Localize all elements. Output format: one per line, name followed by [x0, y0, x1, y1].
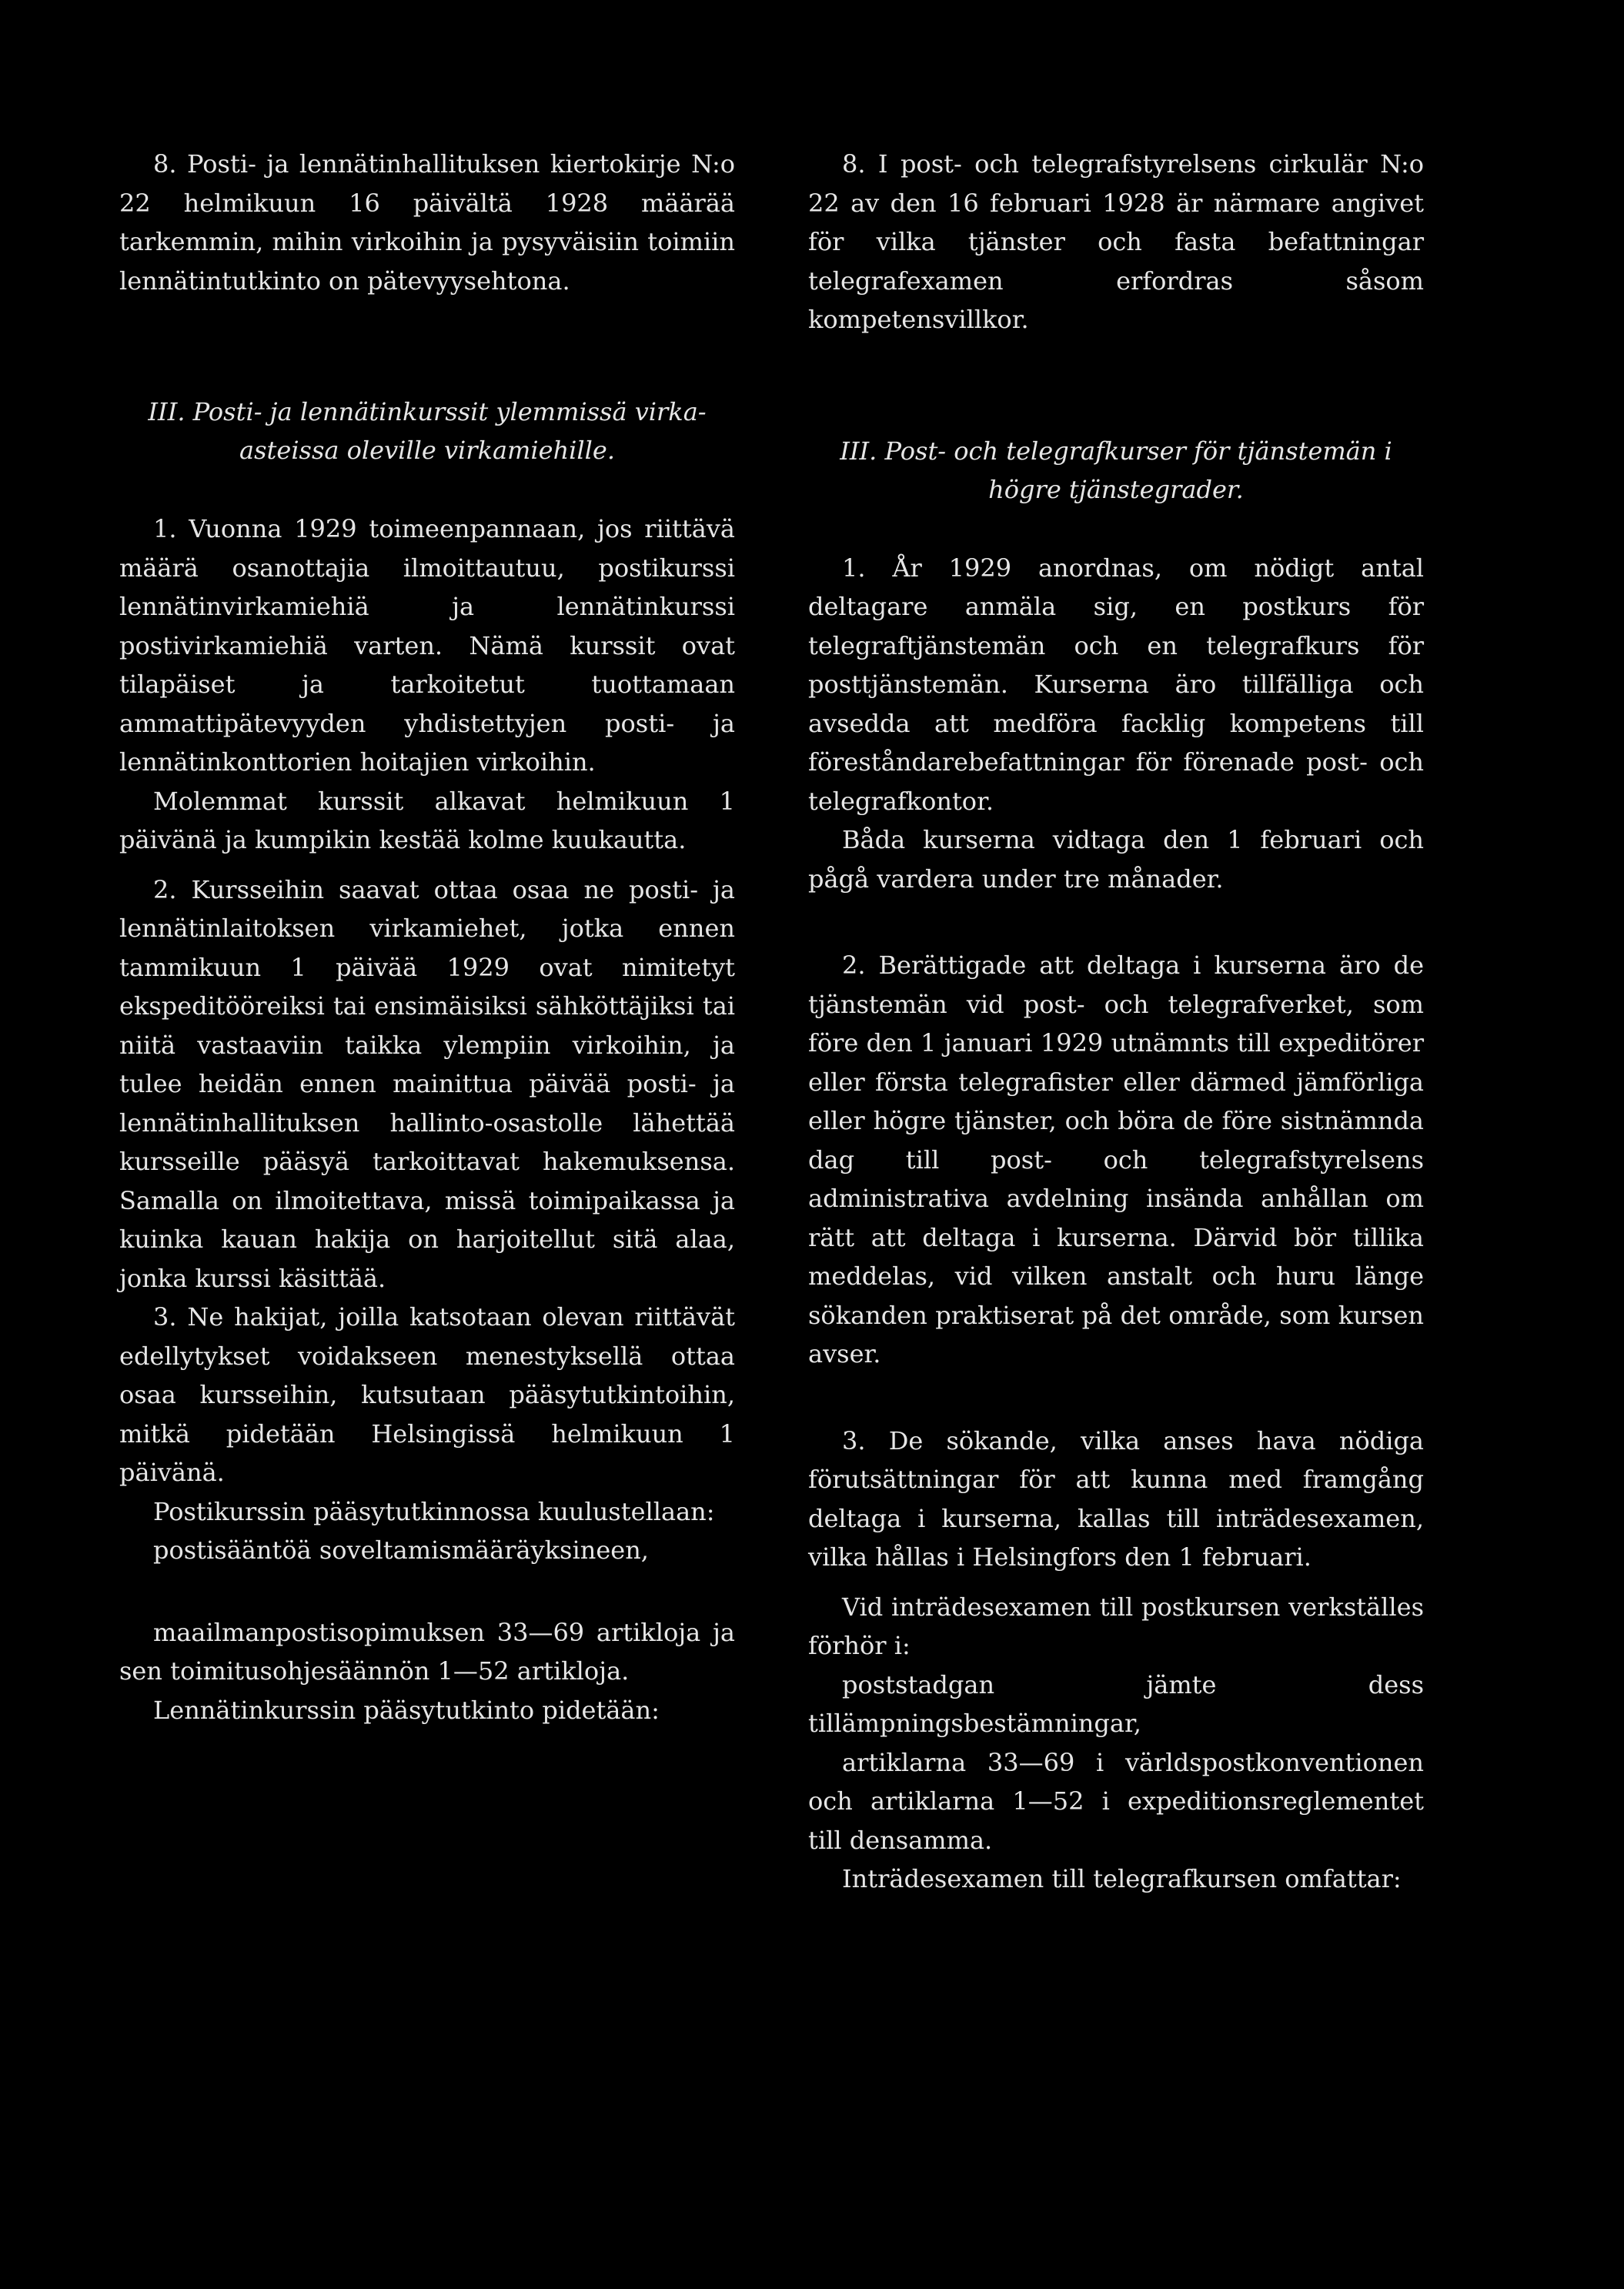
paragraph-3e-fi: Lennätinkurssin pääsytutkinto pidetään: [153, 1695, 660, 1725]
paragraph-1-sv: 1. År 1929 anordnas, om nödigt antal deltagare anmäla sig, en postkurs för telegraftjänstemän och en telegrafkurs för posttjänstemän. Kurserna äro tillfälliga och avsedda att medföra facklig kompetens till föreståndarebefattningar för förenade post- och telegrafkontor. [808, 553, 1424, 816]
paragraph-3e-sv: Inträdesexamen till telegrafkursen omfattar: [842, 1864, 1402, 1893]
paragraph-3c-sv: poststadgan jämte dess tillämpningsbestämningar, [808, 1669, 1424, 1738]
paragraph-3-sv: 3. De sökande, vilka anses hava nödiga förutsättningar för att kunna med framgång deltaga i kurserna, kallas till inträdesexamen, vilka hållas i Helsingfors den 1 februari. [808, 1425, 1424, 1572]
paragraph-2-fi: 2. Kursseihin saavat ottaa osaa ne posti- ja lennätinlaitoksen virkamiehet, jotka ennen tammikuun 1 päivää 1929 ovat nimitetyt ekspeditööreiksi tai ensimäisiksi sähköttäjiksi tai niitä vastaaviin taikka ylempiin virkoihin, ja tulee heidän ennen mainittua päivää posti- ja lennätinhallituksen hallinto-osastolle lähettää kursseille pääsyä tarkoittavat hakemuksensa. Samalla on ilmoitettava, missä toimipaikassa ja kuinka kauan hakija on harjoitellut sitä alaa, jonka kurssi käsittää. [119, 874, 735, 1293]
paragraph-1b-fi: Molemmat kurssit alkavat helmikuun 1 päivänä ja kumpikin kestää kolme kuukautta. [119, 786, 735, 854]
swedish-column [808, 145, 1424, 1899]
paragraph-3d-sv: artiklarna 33—69 i världspostkonventionen och artiklarna 1—52 i expeditionsreglementet till densamma. [808, 1747, 1424, 1855]
paragraph-3b-sv: Vid inträdesexamen till postkursen verkställes förhör i: [808, 1592, 1424, 1660]
paragraph-1b-sv: Båda kurserna vidtaga den 1 februari och pågå vardera under tre månader. [808, 825, 1424, 894]
paragraph-3d-fi: maailmanpostisopimuksen 33—69 artikloja ja sen toimitusohjesäännön 1—52 artikloja. [119, 1617, 735, 1686]
paragraph-3-fi: 3. Ne hakijat, joilla katsotaan olevan riittävät edellytykset voidakseen menestyksellä ottaa osaa kursseihin, kutsutaan pääsytutkintoihin, mitkä pidetään Helsingissä helmikuun 1 päivänä. [119, 1302, 735, 1487]
section-8-fi: 8. Posti- ja lennätinhallituksen kiertokirje N:o 22 helmikuun 16 päivältä 1928 määrää tarkemmin, mihin virkoihin ja pysyväisiin toimiin lennätintutkinto on pätevyysehtona. [119, 149, 735, 296]
finnish-column [119, 145, 735, 1729]
paragraph-2-sv: 2. Berättigade att deltaga i kurserna äro de tjänstemän vid post- och telegrafverket, som före den 1 januari 1929 utnämnts till expeditörer eller första telegrafister eller därmed jämförliga eller högre tjänster, och böra de före sistnämnda dag till post- och telegrafstyrelsens administrativa avdelning insända anhållan om rätt att deltaga i kurserna. Därvid bör tillika meddelas, vid vilken anstalt och huru länge sökanden praktiserat på det område, som kursen avser. [808, 951, 1424, 1368]
section-8-sv: 8. I post- och telegrafstyrelsens cirkulär N:o 22 av den 16 februari 1928 är närmare angivet för vilka tjänster och fasta befattningar telegrafexamen erfordras såsom kompetensvillkor. [808, 149, 1424, 334]
paragraph-3c-fi: postisääntöä soveltamismääräyksineen, [153, 1535, 649, 1565]
heading-iii-fi: III. Posti- ja lennätinkurssit ylemmissä virka-asteissa oleville virkamiehille. [148, 397, 707, 465]
paragraph-1-fi: 1. Vuonna 1929 toimeenpannaan, jos riittävä määrä osanottajia ilmoittautuu, postikurssi lennätinvirkamiehiä ja lennätinkurssi postivirkamiehiä varten. Nämä kurssit ovat tilapäiset ja tarkoitetut tuottamaan ammattipätevyyden yhdistettyjen posti- ja lennätinkonttorien hoitajien virkoihin. [119, 514, 735, 777]
heading-iii-sv: III. Post- och telegrafkurser för tjänstemän i högre tjänstegrader. [840, 436, 1392, 504]
paragraph-3b-fi: Postikurssin pääsytutkinnossa kuulustellaan: [153, 1496, 715, 1526]
